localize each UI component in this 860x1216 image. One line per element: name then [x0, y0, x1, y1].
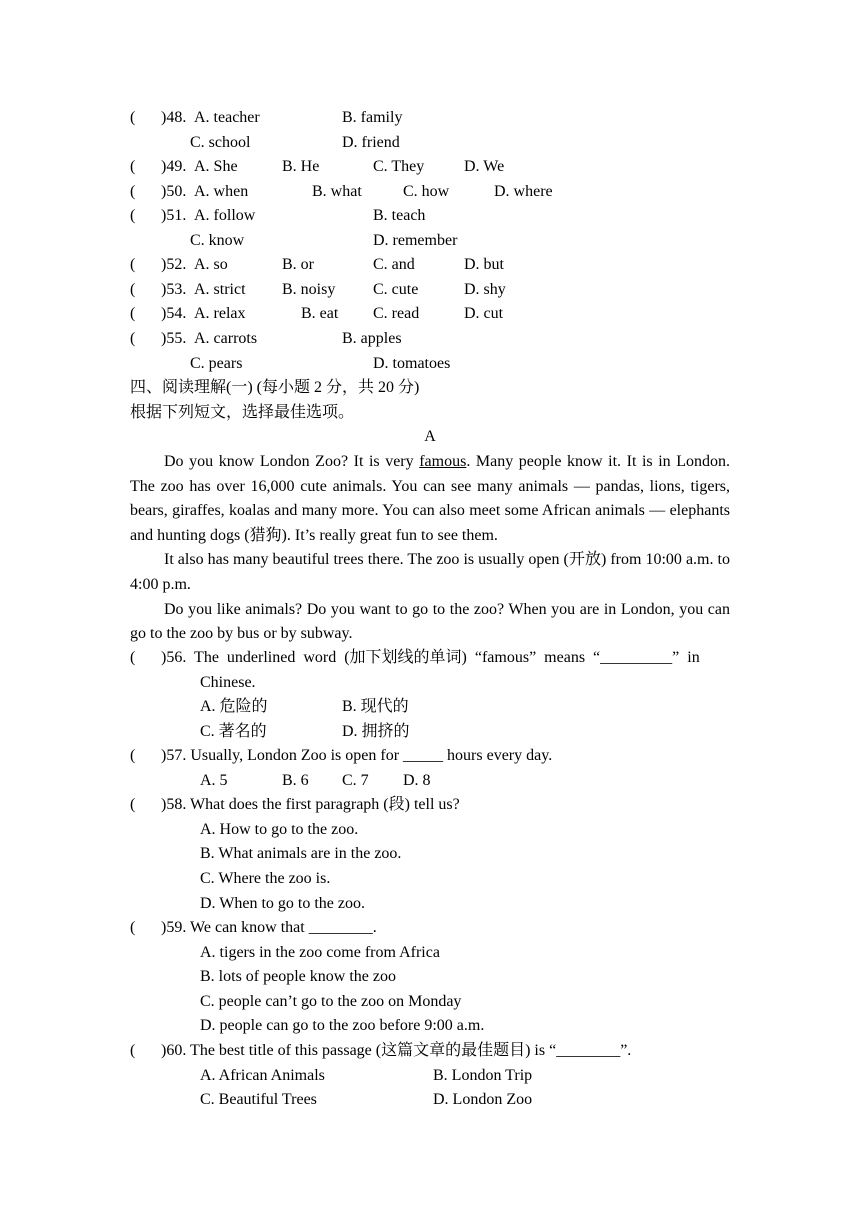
answer-blank[interactable]: (	[130, 109, 136, 126]
question-stem: )59. We can know that ________.	[161, 919, 377, 936]
option-b: B. apples	[342, 330, 402, 347]
answer-blank[interactable]: (	[130, 183, 136, 200]
underlined-word: famous	[419, 453, 467, 470]
option-b: B. London Trip	[433, 1067, 533, 1084]
option-a: A. so	[194, 256, 228, 273]
option-d: D. cut	[464, 305, 504, 322]
answer-blank[interactable]: (	[130, 207, 136, 224]
option-c: C. how	[403, 183, 450, 200]
option-d: D. When to go to the zoo.	[200, 895, 366, 912]
question-55: ( )55. A. carrots B. apples	[0, 328, 860, 350]
question-58	[0, 794, 860, 816]
option-c: C. and	[373, 256, 415, 273]
answer-blank[interactable]: (	[130, 796, 136, 813]
option-b: B. family	[342, 109, 403, 126]
option-b: B. noisy	[282, 281, 336, 298]
answer-blank[interactable]: (	[130, 305, 136, 322]
option-c: C. read	[373, 305, 420, 322]
answer-blank[interactable]: (	[130, 256, 136, 273]
option-c: C. cute	[373, 281, 419, 298]
paragraph-3: Do you like animals? Do you want to go to the zoo? When you are in London, you can go to the zoo by bus or by subway.	[130, 600, 730, 643]
option-d: D. people can go to the zoo before 9:00 a.m.	[200, 1017, 485, 1034]
answer-blank[interactable]: (	[130, 158, 136, 175]
option-a: A. tigers in the zoo come from Africa	[200, 944, 440, 961]
option-a: A. She	[194, 158, 238, 175]
option-b: B. eat	[301, 305, 339, 322]
option-d: D. 拥挤的	[342, 723, 410, 740]
option-b: B. what	[312, 183, 362, 200]
option-b: B. What animals are in the zoo.	[200, 845, 402, 862]
question-59	[0, 917, 860, 939]
option-a: A. How to go to the zoo.	[200, 821, 359, 838]
option-d: D. London Zoo	[433, 1091, 533, 1108]
passage-label: A	[424, 428, 436, 445]
answer-blank[interactable]: (	[130, 919, 136, 936]
question-51: ( )51. A. follow B. teach	[0, 205, 860, 227]
option-b: B. lots of people know the zoo	[200, 968, 396, 985]
question-stem: )56. The underlined word (加下划线的单词) “famous” means “_________” in	[161, 649, 700, 666]
option-c: C. school	[190, 134, 251, 151]
question-stem: )60. The best title of this passage (这篇文章的最佳题目) is “________”.	[161, 1042, 632, 1059]
question-48: ( )48. A. teacher B. family	[0, 107, 860, 129]
option-d: D. 8	[403, 772, 431, 789]
option-a: A. follow	[194, 207, 256, 224]
option-c: C. They	[373, 158, 425, 175]
option-c: C. people can’t go to the zoo on Monday	[200, 993, 462, 1010]
question-52: ( )52. A. so B. or C. and D. but	[0, 254, 860, 276]
question-60	[0, 1040, 860, 1062]
option-a: A. carrots	[194, 330, 258, 347]
question-stem: )57. Usually, London Zoo is open for _____ hours every day.	[161, 747, 553, 764]
option-d: D. where	[494, 183, 553, 200]
section-instruction: 根据下列短文，选择最佳选项。	[130, 404, 355, 421]
question-stem: )58. What does the first paragraph (段) tell us?	[161, 796, 460, 813]
question-56	[0, 647, 860, 669]
paragraph-1: Do you know London Zoo? It is very famous. Many people know it. It is in London. The zoo has over 16,000 cute animals. You can see many animals — pandas, lions, tigers, bears, giraffes, koalas and many more. You can also meet some African animals — elephants and hunting dogs (猎狗). It’s really great fun to see them.	[130, 453, 730, 544]
option-a: A. African Animals	[200, 1067, 325, 1084]
answer-blank[interactable]: (	[130, 649, 136, 666]
option-b: B. 现代的	[342, 698, 409, 715]
option-c: C. 7	[342, 772, 369, 789]
option-c: C. Where the zoo is.	[200, 870, 331, 887]
option-d: D. but	[464, 256, 504, 273]
question-57	[0, 745, 860, 767]
paragraph-2: It also has many beautiful trees there. The zoo is usually open (开放) from 10:00 a.m. to 4:00 p.m.	[130, 551, 730, 593]
option-c: C. 著名的	[200, 723, 267, 740]
option-a: A. 5	[200, 772, 228, 789]
option-b: B. He	[282, 158, 320, 175]
option-d: D. friend	[342, 134, 400, 151]
option-b: B. teach	[373, 207, 426, 224]
passage	[130, 450, 730, 647]
question-53: ( )53. A. strict B. noisy C. cute D. shy	[0, 279, 860, 301]
option-c: C. Beautiful Trees	[200, 1091, 317, 1108]
question-50: ( )50. A. when B. what C. how D. where	[0, 181, 860, 203]
option-b: B. or	[282, 256, 314, 273]
answer-blank[interactable]: (	[130, 330, 136, 347]
option-d: D. tomatoes	[373, 355, 451, 372]
question-54: ( )54. A. relax B. eat C. read D. cut	[0, 303, 860, 325]
option-b: B. 6	[282, 772, 309, 789]
question-49: ( )49. A. She B. He C. They D. We	[0, 156, 860, 178]
answer-blank[interactable]: (	[130, 281, 136, 298]
option-d: D. We	[464, 158, 505, 175]
answer-blank[interactable]: (	[130, 747, 136, 764]
option-a: A. when	[194, 183, 249, 200]
option-d: D. remember	[373, 232, 458, 249]
option-a: A. strict	[194, 281, 246, 298]
answer-blank[interactable]: (	[130, 1042, 136, 1059]
option-a: A. teacher	[194, 109, 260, 126]
option-d: D. shy	[464, 281, 506, 298]
option-a: A. relax	[194, 305, 246, 322]
section-title: 四、阅读理解(一) (每小题 2 分，共 20 分)	[130, 379, 420, 396]
option-a: A. 危险的	[200, 698, 268, 715]
option-c: C. pears	[190, 355, 243, 372]
option-c: C. know	[190, 232, 245, 249]
